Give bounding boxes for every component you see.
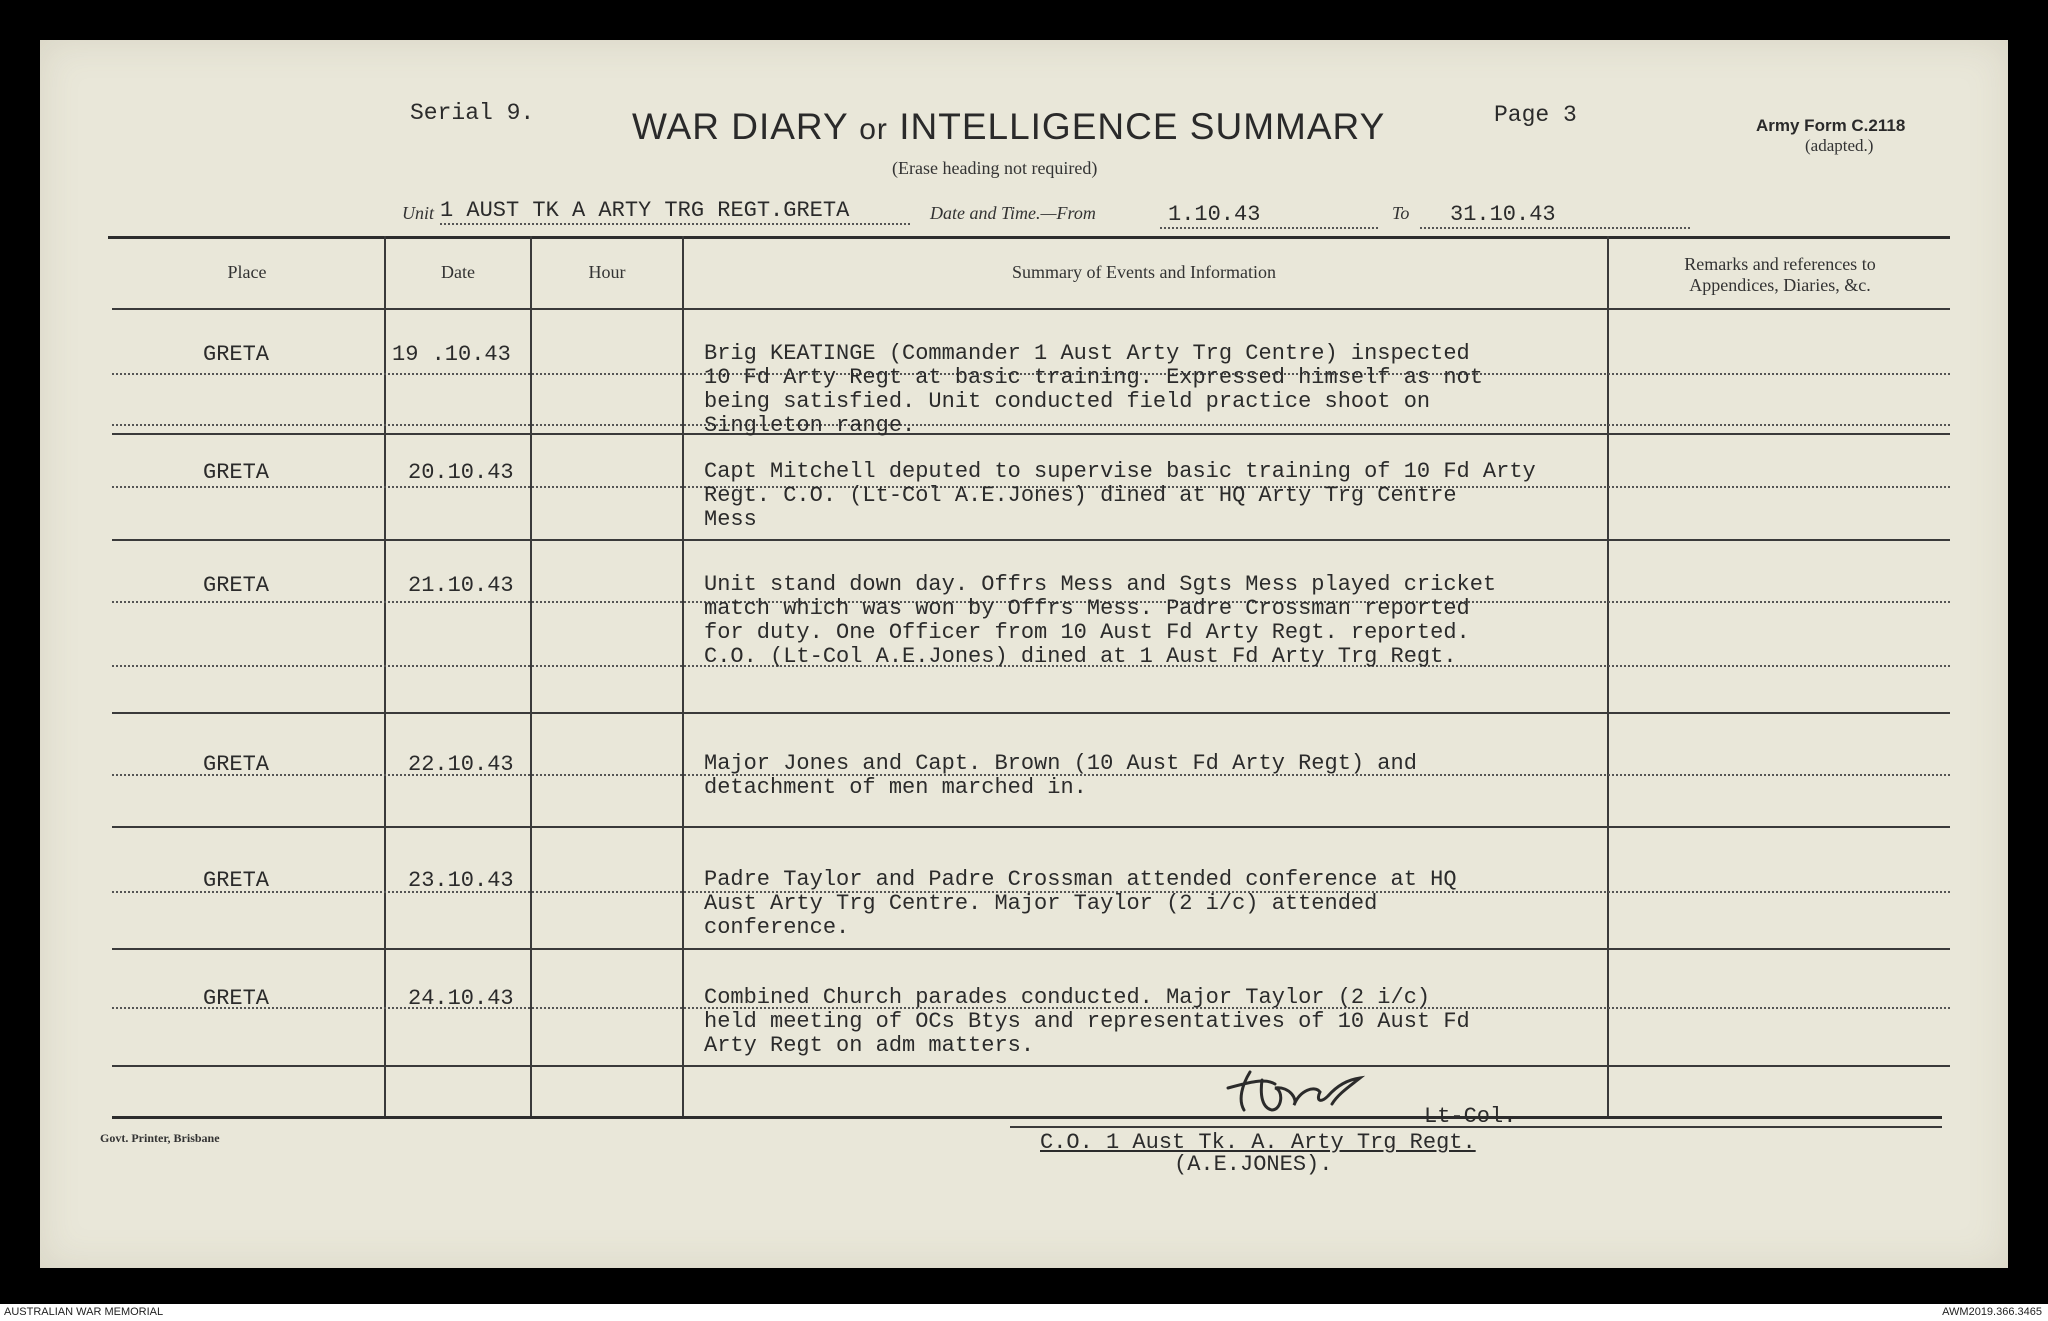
summary-line: for duty. One Officer from 10 Aust Fd Arty Regt. reported. bbox=[704, 620, 1470, 645]
printer-imprint: Govt. Printer, Brisbane bbox=[100, 1131, 220, 1145]
entry-place: GRETA bbox=[203, 342, 270, 367]
form-number: Army Form C.2118 bbox=[1756, 116, 1906, 135]
col-divider-place bbox=[384, 236, 386, 1116]
serial-number: Serial 9. bbox=[410, 100, 535, 126]
entry-place: GRETA bbox=[203, 752, 270, 777]
col-header-place: Place bbox=[227, 262, 267, 282]
entry-place: GRETA bbox=[203, 868, 270, 893]
row-rule bbox=[112, 539, 1950, 541]
summary-line: C.O. (Lt-Col A.E.Jones) dined at 1 Aust Fd Arty Trg Regt. bbox=[704, 644, 1457, 669]
col-header-remarks bbox=[1610, 254, 1950, 296]
entry-place: GRETA bbox=[203, 573, 270, 598]
row-rule bbox=[112, 1065, 1950, 1067]
signatory-title: C.O. 1 Aust Tk. A. Arty Trg Regt. bbox=[1040, 1130, 1476, 1155]
summary-line: 10 Fd Arty Regt at basic training. Expressed himself as not bbox=[704, 365, 1483, 390]
entry-date: 23.10.43 bbox=[408, 868, 514, 893]
remarks-header-line2: Appendices, Diaries, &c. bbox=[1689, 275, 1871, 295]
date-from: 1.10.43 bbox=[1160, 202, 1378, 229]
row-rule bbox=[112, 826, 1950, 828]
entry-summary bbox=[704, 573, 1496, 669]
summary-line: Brig KEATINGE (Commander 1 Aust Arty Trg Centre) inspected bbox=[704, 341, 1470, 366]
date-to: 31.10.43 bbox=[1420, 202, 1690, 229]
page-title bbox=[632, 106, 1385, 148]
entry-date: 22.10.43 bbox=[408, 752, 514, 777]
table-header-rule bbox=[112, 308, 1950, 310]
to-label: To bbox=[1392, 203, 1410, 223]
summary-line: Combined Church parades conducted. Major Taylor (2 i/c) bbox=[704, 985, 1431, 1010]
unit-label: Unit bbox=[402, 203, 435, 223]
entry-date: 24.10.43 bbox=[408, 986, 514, 1011]
entry-summary bbox=[704, 986, 1470, 1058]
page-number: Page 3 bbox=[1494, 102, 1577, 128]
form-adapted: (adapted.) bbox=[1805, 136, 1874, 155]
entry-place: GRETA bbox=[203, 986, 270, 1011]
summary-line: being satisfied. Unit conducted field practice shoot on bbox=[704, 389, 1431, 414]
summary-line: conference. bbox=[704, 915, 850, 940]
archive-source: AUSTRALIAN WAR MEMORIAL bbox=[4, 1306, 164, 1318]
summary-line: Mess bbox=[704, 507, 757, 532]
summary-line: Major Jones and Capt. Brown (10 Aust Fd Arty Regt) and bbox=[704, 751, 1417, 776]
title-or: or bbox=[859, 113, 888, 146]
entry-summary bbox=[704, 868, 1457, 940]
entry-summary bbox=[704, 752, 1417, 800]
row-rule bbox=[112, 948, 1950, 950]
signatory-rank: Lt-Col. bbox=[1424, 1104, 1517, 1129]
archive-footer bbox=[0, 1304, 2048, 1321]
entry-place: GRETA bbox=[203, 460, 270, 485]
archive-reference: AWM2019.366.3465 bbox=[1942, 1306, 2042, 1318]
col-header-hour: Hour bbox=[588, 262, 626, 282]
summary-line: Aust Arty Trg Centre. Major Taylor (2 i/c) attended bbox=[704, 891, 1378, 916]
summary-line: held meeting of OCs Btys and representatives of 10 Aust Fd bbox=[704, 1009, 1470, 1034]
entry-summary bbox=[704, 342, 1483, 438]
summary-line: detachment of men marched in. bbox=[704, 775, 1087, 800]
col-header-summary: Summary of Events and Information bbox=[1012, 262, 1276, 282]
entry-summary bbox=[704, 460, 1536, 532]
title-war-diary: WAR DIARY bbox=[632, 106, 848, 147]
subtitle: (Erase heading not required) bbox=[892, 158, 1098, 178]
handwritten-signature bbox=[1220, 1060, 1380, 1120]
col-divider-date bbox=[530, 236, 532, 1116]
row-rule bbox=[112, 712, 1950, 714]
remarks-header-line1: Remarks and references to bbox=[1684, 254, 1876, 274]
date-time-label: Date and Time.—From bbox=[930, 203, 1096, 223]
summary-line: Capt Mitchell deputed to supervise basic training of 10 Fd Arty bbox=[704, 459, 1536, 484]
summary-line: Unit stand down day. Offrs Mess and Sgts Mess played cricket bbox=[704, 572, 1497, 597]
signatory-name: (A.E.JONES). bbox=[1174, 1152, 1333, 1177]
col-divider-summary bbox=[1607, 236, 1609, 1116]
unit-value: 1 AUST TK A ARTY TRG REGT.GRETA bbox=[440, 198, 910, 225]
summary-line: Regt. C.O. (Lt-Col A.E.Jones) dined at HQ Arty Trg Centre bbox=[704, 483, 1457, 508]
table-bottom-rule bbox=[112, 1116, 1942, 1119]
entry-date: 20.10.43 bbox=[408, 460, 514, 485]
entry-date: 19 .10.43 bbox=[392, 342, 511, 367]
summary-line: Arty Regt on adm matters. bbox=[704, 1033, 1035, 1058]
col-divider-hour bbox=[682, 236, 684, 1116]
title-intelligence-summary: INTELLIGENCE SUMMARY bbox=[899, 106, 1386, 147]
col-header-date: Date bbox=[441, 262, 475, 282]
summary-line: Padre Taylor and Padre Crossman attended conference at HQ bbox=[704, 867, 1457, 892]
summary-line: match which was won by Offrs Mess. Padre Crossman reported bbox=[704, 596, 1470, 621]
summary-line: Singleton range. bbox=[704, 413, 916, 438]
entry-date: 21.10.43 bbox=[408, 573, 514, 598]
